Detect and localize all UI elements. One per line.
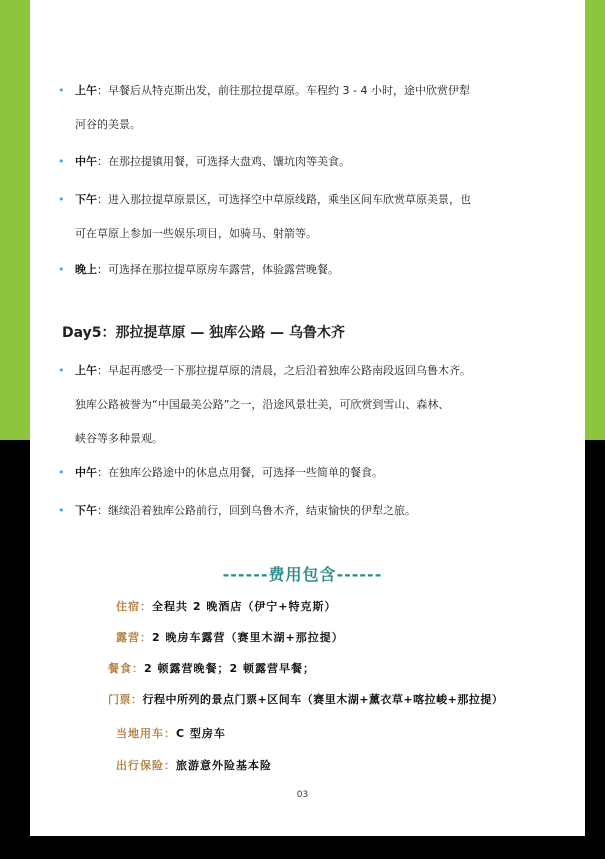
fee-value: 全程共 2 晚酒店（伊宁+特克斯） — [152, 600, 337, 613]
day4-item-afternoon — [58, 183, 525, 251]
fee-key: 当地用车： — [116, 727, 176, 740]
fee-row-vehicle — [116, 725, 226, 741]
day4-item-evening — [58, 253, 525, 287]
fee-key: 门票： — [108, 693, 143, 706]
fee-key: 餐食： — [108, 662, 144, 675]
item-key: 上午 — [75, 364, 97, 377]
bullet-icon: • — [58, 193, 65, 206]
item-key: 下午 — [75, 193, 97, 206]
item-text: ：早起再感受一下那拉提草原的清晨，之后沿着独库公路南段返回乌鲁木齐。 — [97, 364, 471, 377]
bullet-icon: • — [58, 466, 65, 479]
fee-row-insurance — [116, 757, 272, 773]
item-key: 晚上 — [75, 263, 97, 276]
left-corner-cut — [0, 440, 30, 470]
bullet-icon: • — [58, 263, 65, 276]
day5-item-afternoon — [58, 494, 525, 528]
fee-value: 2 顿露营晚餐；2 顿露营早餐； — [144, 662, 315, 675]
bullet-icon: • — [58, 504, 65, 517]
day5-item-morning — [58, 354, 525, 456]
day4-item-morning — [58, 74, 525, 142]
fee-key: 出行保险： — [116, 759, 176, 772]
item-text-cont: 独库公路被誉为“中国最美公路”之一，沿途风景壮美，可欣赏到雪山、森林、 — [75, 398, 450, 411]
fee-row-meals — [108, 660, 315, 676]
item-text: ：早餐后从特克斯出发，前往那拉提草原。车程约 3 - 4 小时，途中欣赏伊犁 — [97, 84, 470, 97]
page-number: 03 — [296, 790, 309, 800]
day5-item-noon — [58, 456, 525, 490]
bullet-icon: • — [58, 364, 65, 377]
fee-value: 旅游意外险基本险 — [176, 759, 272, 772]
fee-key: 露营： — [116, 631, 152, 644]
item-key: 中午 — [75, 466, 97, 479]
day4-item-noon — [58, 145, 525, 179]
bullet-icon: • — [58, 84, 65, 97]
fee-value: C 型房车 — [176, 727, 226, 740]
item-text-cont: 峡谷等多种景观。 — [75, 432, 163, 445]
item-text: ：在独库公路途中的休息点用餐，可选择一些简单的餐食。 — [97, 466, 383, 479]
item-text: ：可选择在那拉提草原房车露营，体验露营晚餐。 — [97, 263, 339, 276]
item-text: ：进入那拉提草原景区，可选择空中草原线路，乘坐区间车欣赏草原美景，也 — [97, 193, 471, 206]
fee-key: 住宿： — [116, 600, 152, 613]
fee-value: 行程中所列的景点门票+区间车（赛里木湖+薰衣草+喀拉峻+那拉提） — [142, 693, 504, 706]
fees-title: ------费用包含------ — [222, 565, 383, 584]
fee-row-camping — [116, 629, 344, 645]
bullet-icon: • — [58, 155, 65, 168]
fee-value: 2 晚房车露营（赛里木湖+那拉提） — [152, 631, 344, 644]
item-key: 中午 — [75, 155, 97, 168]
item-key: 上午 — [75, 84, 97, 97]
item-text-cont: 河谷的美景。 — [75, 118, 141, 131]
fee-row-tickets — [108, 691, 503, 707]
item-text-cont: 可在草原上参加一些娱乐项目，如骑马、射箭等。 — [75, 227, 317, 240]
item-text: ：在那拉提镇用餐，可选择大盘鸡、馕坑肉等美食。 — [97, 155, 350, 168]
item-key: 下午 — [75, 504, 97, 517]
fee-row-lodging — [116, 598, 337, 614]
day5-title: Day5：那拉提草原 — 独库公路 — 乌鲁木齐 — [62, 325, 346, 341]
item-text: ：继续沿着独库公路前行，回到乌鲁木齐，结束愉快的伊犁之旅。 — [97, 504, 416, 517]
